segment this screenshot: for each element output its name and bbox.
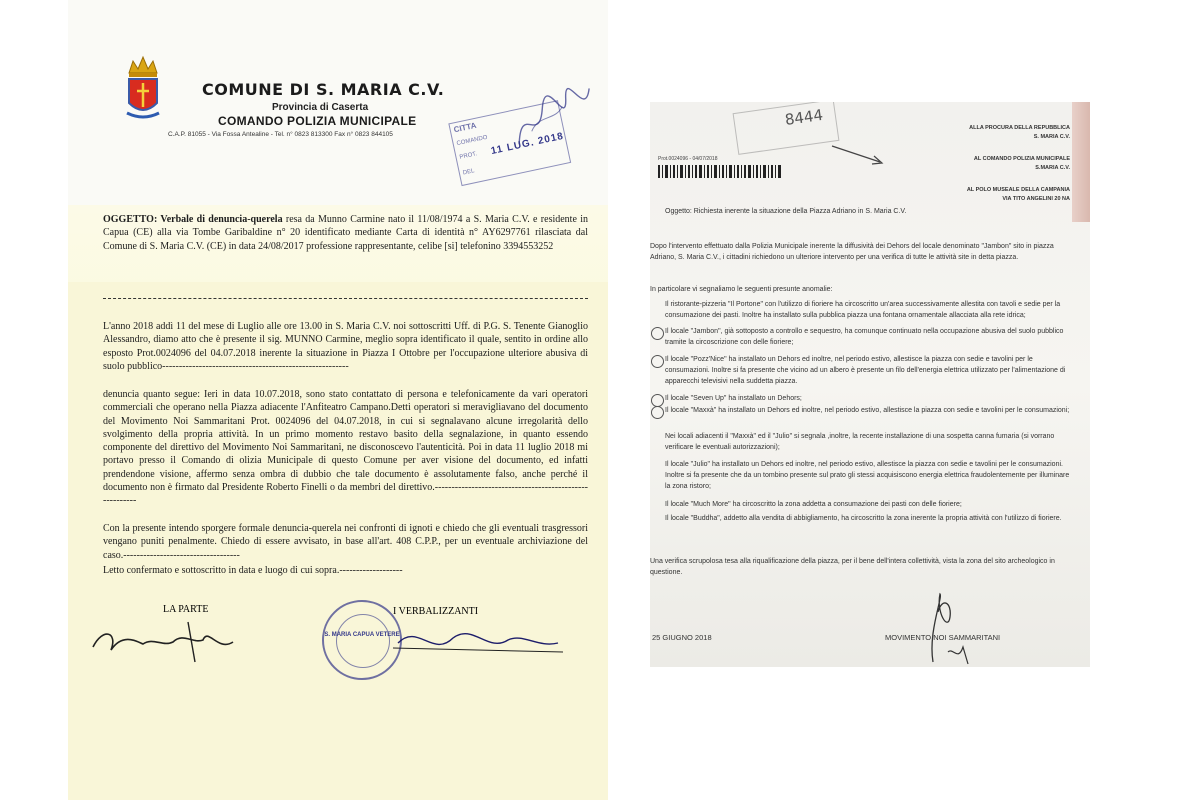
anomaly-item-8: Il locale "Much More" ha circoscritto la zona addetta a consumazione dei pasti con delle fioriere; bbox=[665, 501, 962, 508]
item-marker-icon bbox=[651, 327, 664, 340]
subject-label: OGGETTO: Verbale di denuncia-querela bbox=[103, 214, 283, 225]
municipality-title: COMUNE DI S. MARIA C.V. bbox=[202, 80, 445, 99]
letter-closing: Una verifica scrupolosa tesa alla riqualificazione della piazza, per il bene dell'intera collettività, vista la zona del sito archeologico in questione. bbox=[650, 558, 1055, 576]
stamp-del-label: DEL bbox=[462, 168, 476, 177]
round-stamp-text: S. MARIA CAPUA VETERE bbox=[324, 632, 400, 638]
recipient-3-address: VIA TITO ANGELINI 20 NA bbox=[1002, 196, 1070, 202]
report-paragraph-3: Con la presente intendo sporgere formale denuncia-querela nei confronti di ignoti e chiedo che gli eventuali trasgressori vengano puniti penalmente. Chiedo di essere avvisato, in base all'art. 408 C.P.P., per un eventuale archiviazione del caso.----------------------------------- bbox=[103, 523, 588, 561]
recipient-2-city: S.MARIA C.V. bbox=[1035, 165, 1070, 171]
police-report-document bbox=[68, 0, 608, 800]
paper-edge-strip bbox=[1072, 102, 1090, 222]
recipient-1-city: S. MARIA C.V. bbox=[1033, 134, 1070, 140]
anomaly-item-5: Il locale "Maxxà" ha installato un Dehors ed inoltre, nel periodo estivo, allestisce la piazza con sedie e tavolini per le consumazioni; bbox=[665, 407, 1070, 414]
stamp-command: COMANDO bbox=[456, 134, 489, 148]
anomaly-item-9: Il locale "Buddha", addetto alla vendita di abbigliamento, ha circoscritto la zona inerente la propria attività con l'utilizzo di fioriere. bbox=[665, 515, 1062, 522]
received-stamp bbox=[733, 102, 840, 155]
item-marker-icon bbox=[651, 355, 664, 368]
arrow-icon bbox=[830, 142, 890, 167]
letter-signature-label: MOVIMENTO NOI SAMMARITANI bbox=[885, 633, 1001, 642]
stamp-city: CITTA bbox=[452, 120, 478, 135]
municipal-crest-icon bbox=[125, 55, 161, 120]
letter-lead: In particolare vi segnaliamo le seguenti presunte anomalie: bbox=[650, 286, 833, 293]
barcode-icon bbox=[658, 165, 783, 178]
anomaly-item-6: Nei locali adiacenti il "Maxxà" ed il "Julio" si segnala ,inoltre, la recente installazione di una sospetta canna fumaria (si vorrano verificare le eventuali autorizzazioni); bbox=[665, 433, 1055, 451]
anomaly-item-7: Il locale "Julio" ha installato un Dehors ed inoltre, nel periodo estivo, allestisce la piazza con sedie e tavolini per le consumazioni. Inoltre si fa presente che da un tombino presente sul prato gli stessi acquisiscono energia elettrica fraudolentemente per illuminare la zona ristoro; bbox=[665, 461, 1070, 490]
officers-signature-label: I VERBALIZZANTI bbox=[393, 606, 479, 617]
anomaly-item-2: Il locale "Jambon", già sottoposto a controllo e sequestro, ha comunque continuato nella occupazione abusiva del suolo pubblico tramite la circoscrizione con delle fioriere; bbox=[665, 328, 1064, 346]
letter-subject: Oggetto: Richiesta inerente la situazione della Piazza Adriano in S. Maria C.V. bbox=[665, 208, 907, 215]
stamp-prot-label: PROT. bbox=[459, 151, 478, 161]
round-stamp-inner-ring bbox=[336, 614, 390, 668]
recipient-3: AL POLO MUSEALE DELLA CAMPANIA bbox=[966, 187, 1070, 193]
subject-text: resa da Munno Carmine nato il 11/08/1974 a S. Maria C.V. e residente in Capua (CE) alla via Tombe Garibaldine n° 20 identificato mediante Carta di identità n° AY6297761 rilasciata dal Comune di S. Maria C.V. (CE) in data 24/08/2017 professione rappresentante, celibe [si] telefonino 3394553252 bbox=[103, 214, 588, 252]
received-stamp-number: 8444 bbox=[783, 105, 825, 129]
letter-intro: Dopo l'intervento effettuato dalla Polizia Municipale inerente la diffusività dei Dehors del locale denominato "Jambon" sito in piazza Adriano, S. Maria C.V., i cittadini richiedono un ulteriore intervento per una verifica di tutte le attività site in detta piazza. bbox=[650, 243, 1054, 261]
report-paragraph-2: denuncia quanto segue: Ieri in data 10.07.2018, sono stato contattato di persona e telefonicamente da vari operatori commerciali che operano nella Piazza adiacente l'Anfiteatro Campano.Detti operatori si meravigliavano del documento del Movimento Noi Sammaritani Prot. 0024096 del 04.07.2018, in cui si segnalavano alcune irregolarità dello svolgimento della propria attività. In un primo momento restavo basito della segnalazione, in quanto essendo componente del direttivo del Movimento Noi Sammaritani, ne disconoscevo l'autenticità. Poi in data 11 luglio 2018 mi portavo presso il Comando di olizia Municipale di questo Comune per aver visione del documento, ed infatti prendendone visione, affermo senza ombra di dubbio che tale documento è assolutamente falso, anche perché il documento non è firmato dal Presidente Roberto Finelli o da membri del direttivo.-------------------------------------------------------- bbox=[103, 389, 588, 507]
report-paragraph-4: Letto confermato e sottoscritto in data e luogo di cui sopra.------------------- bbox=[103, 565, 403, 576]
stamp-date: 11 LUG. 2018 bbox=[489, 130, 565, 158]
subject-paragraph bbox=[103, 213, 588, 253]
item-marker-icon bbox=[651, 406, 664, 419]
anomaly-item-4: Il locale "Seven Up" ha installato un Dehors; bbox=[665, 395, 802, 402]
party-signature bbox=[83, 612, 243, 667]
address-line: C.A.P. 81055 - Via Fossa Antealine - Tel. n° 0823 813300 Fax n° 0823 844105 bbox=[168, 131, 393, 138]
protocol-line: Prot.0024096 - 04/07/2018 bbox=[658, 156, 718, 162]
anomaly-item-1: Il ristorante-pizzeria "Il Portone" con l'utilizzo di fioriere ha circoscritto un'area successivamente allestita con tavoli e sedie per la consumazione dei pasti. Inoltre ha installato sulla pubblica piazza una fontana ornamentale allacciata alla rete idrica; bbox=[665, 301, 1061, 319]
recipient-2: AL COMANDO POLIZIA MUNICIPALE bbox=[973, 156, 1070, 162]
police-command-label: COMANDO POLIZIA MUNICIPALE bbox=[218, 114, 417, 128]
letter-date: 25 GIUGNO 2018 bbox=[652, 633, 712, 642]
citizen-letter-document bbox=[650, 102, 1090, 667]
province-label: Provincia di Caserta bbox=[272, 102, 369, 113]
round-official-stamp bbox=[322, 600, 402, 680]
section-divider bbox=[103, 298, 588, 299]
party-signature-label: LA PARTE bbox=[163, 604, 209, 615]
officers-signature bbox=[393, 618, 563, 663]
letter-signature bbox=[918, 592, 978, 667]
report-paragraph-1: L'anno 2018 addì 11 del mese di Luglio alle ore 13.00 in S. Maria C.V. noi sottoscritti Uff. di P.G. S. Tenente Gianoglio Alessandro, diamo atto che è presente il sig. MUNNO Carmine, meglio sopra identificato il quale, sentito in ordine allo esposto Prot.0024096 del 04.07.2018 inerente la situazione in Piazza I Ottobre per l'occupazione ulteriore abusiva di suolo pubblico-------------------------------------------------------- bbox=[103, 321, 588, 372]
anomaly-item-3: Il locale "Pozz'Nice" ha installato un Dehors ed inoltre, nel periodo estivo, allestisce la piazza con sedie e tavolini per le consumazioni. Inoltre si fa presente che vicino ad un albero è presente un filo dell'energia elettrica utilizzato per l'alimentazione di apparecchi televisivi nella suddetta piazza. bbox=[665, 356, 1066, 385]
recipient-1: ALLA PROCURA DELLA REPUBBLICA bbox=[969, 125, 1070, 131]
